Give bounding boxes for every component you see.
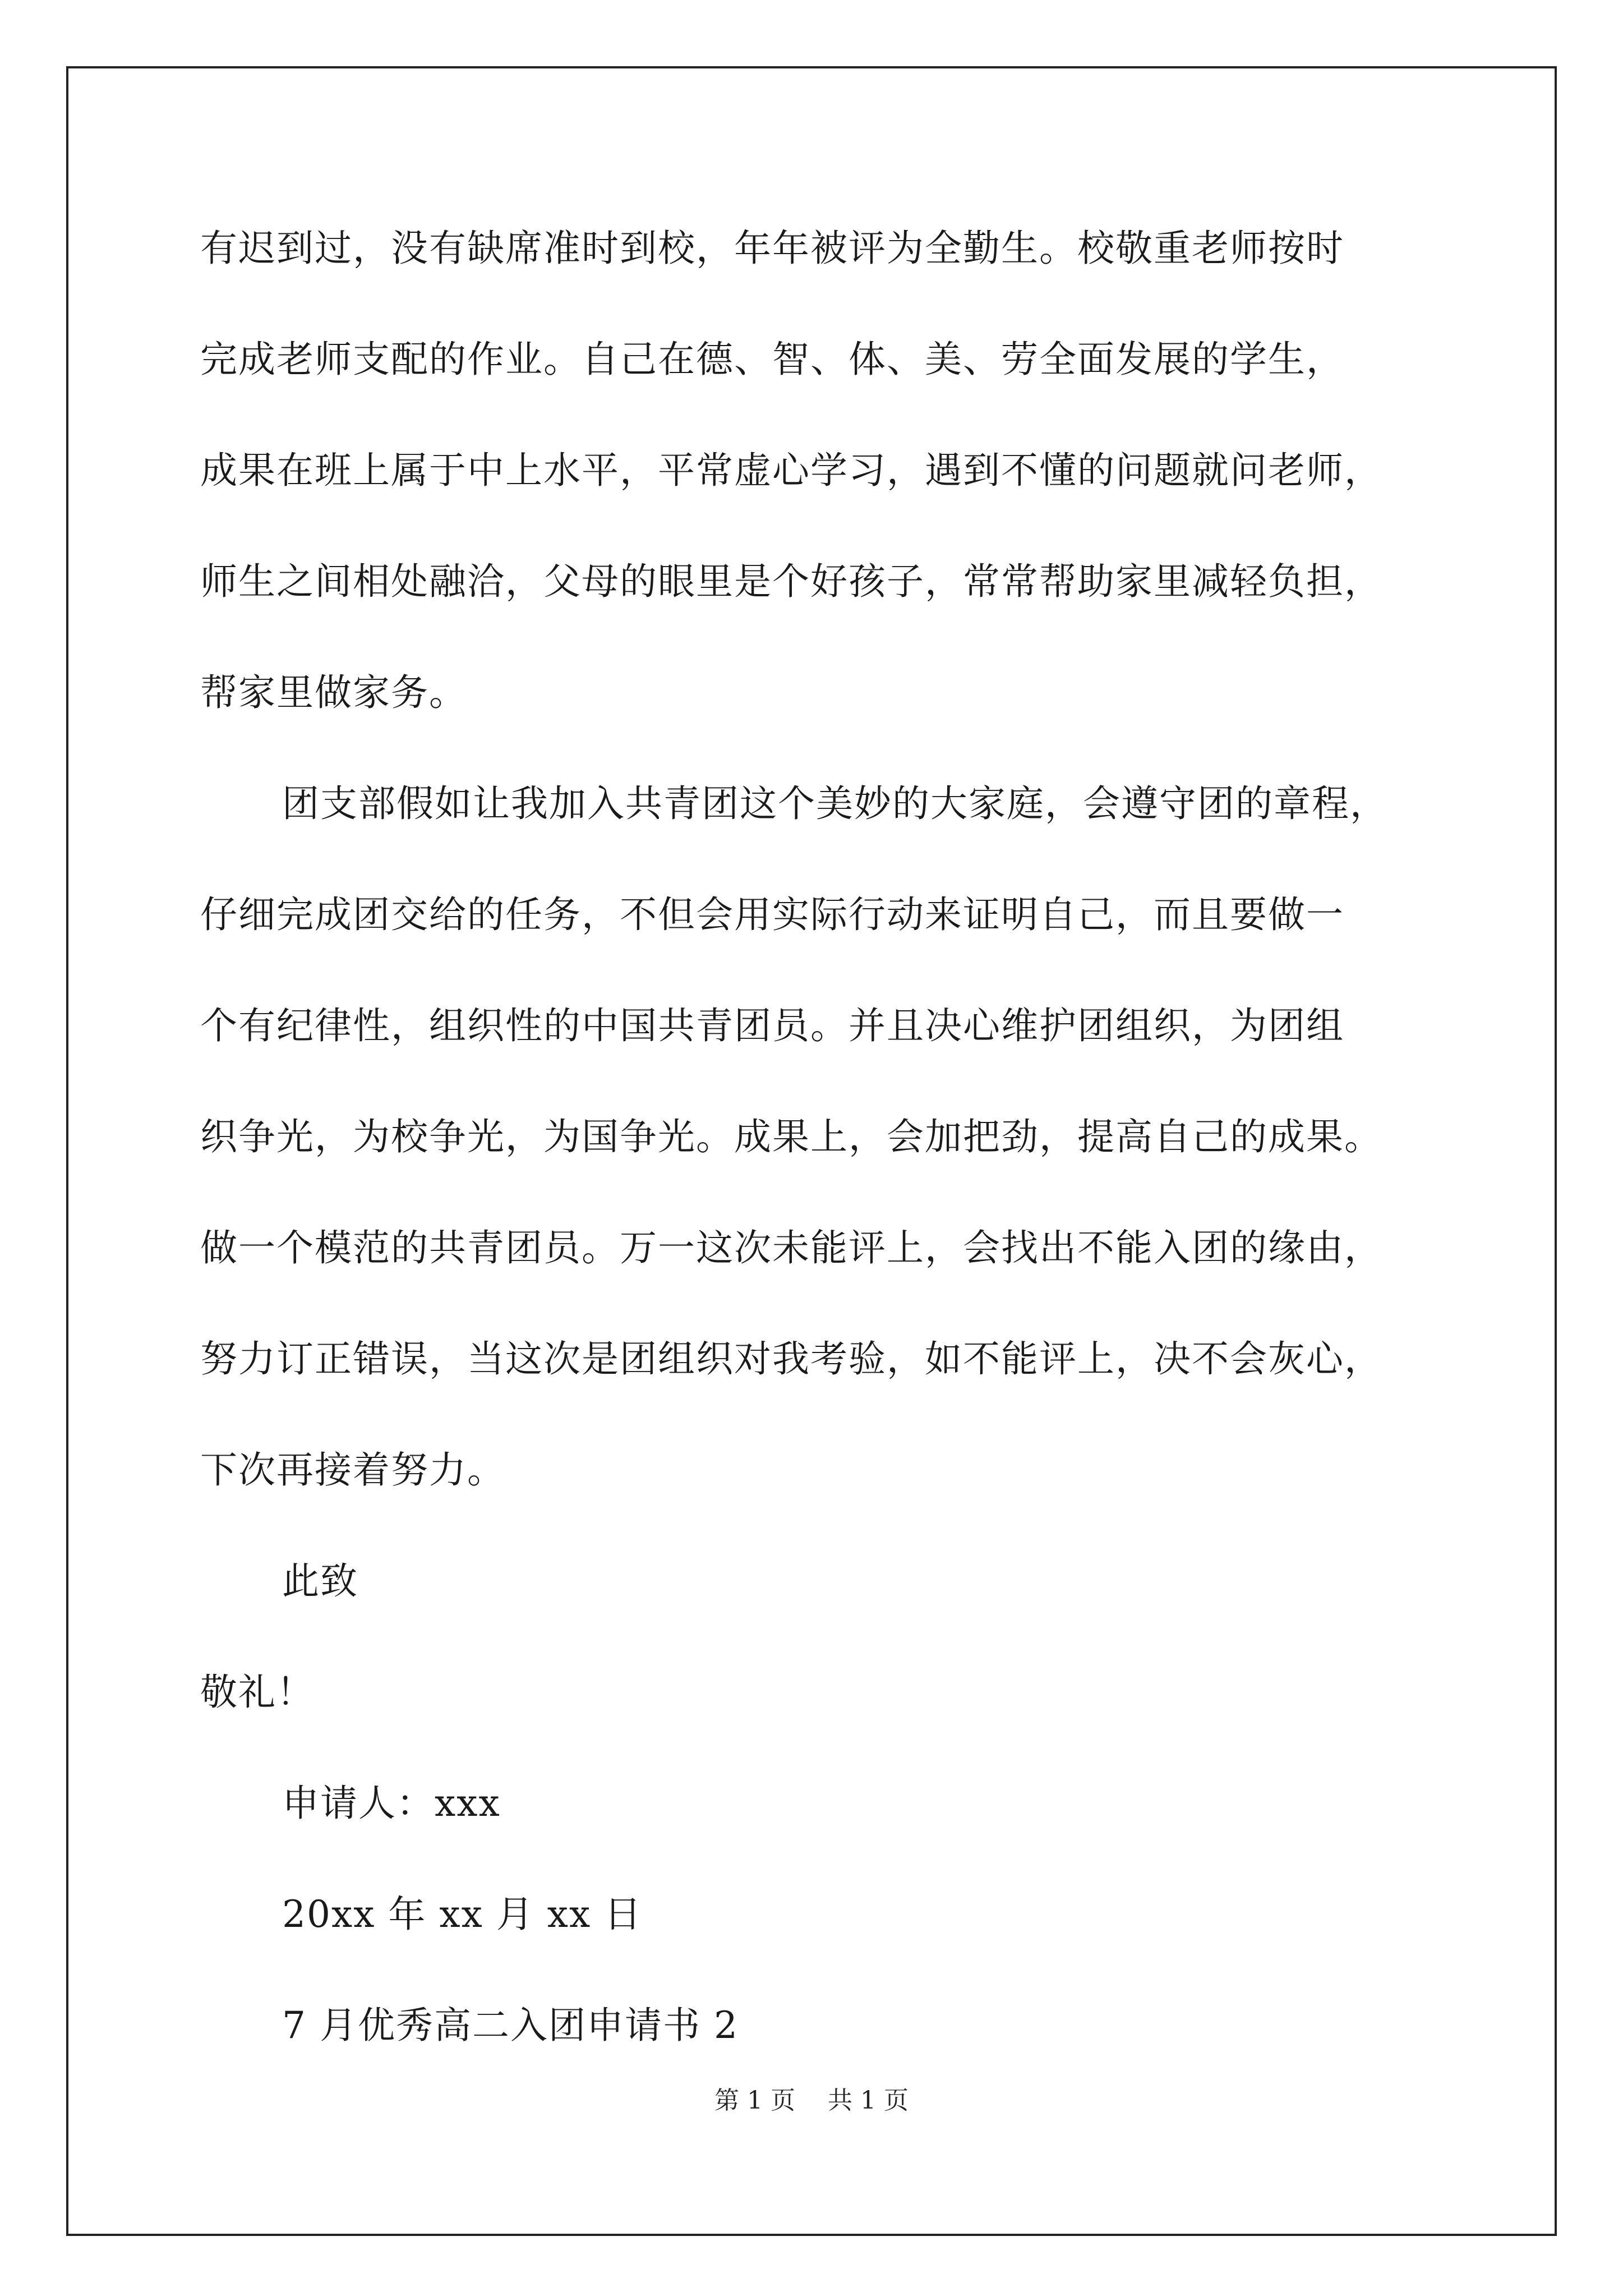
paragraph-line: 有迟到过，没有缺席准时到校，年年被评为全勤生。校敬重老师按时 xyxy=(200,227,1344,270)
paragraph-line: 下次再接着努力。 xyxy=(200,1448,505,1492)
salute-text: 敬礼！ xyxy=(200,1671,315,1714)
page-number: 第 1 页 xyxy=(714,2086,795,2115)
paragraph-line: 团支部假如让我加入共青团这个美妙的大家庭，会遵守团的章程， xyxy=(282,782,1388,825)
application-date: 20xx 年 xx 月 xx 日 xyxy=(282,1893,643,1936)
page-footer xyxy=(0,2088,1623,2113)
applicant-name: 申请人：xxx xyxy=(282,1782,501,1825)
paragraph-line: 师生之间相处融洽，父母的眼里是个好孩子，常常帮助家里减轻负担， xyxy=(200,560,1382,603)
paragraph-line: 成果在班上属于中上水平，平常虚心学习，遇到不懂的问题就问老师， xyxy=(200,449,1382,492)
paragraph-line: 仔细完成团交给的任务，不但会用实际行动来证明自己，而且要做一 xyxy=(200,893,1344,936)
closing-text: 此致 xyxy=(282,1559,358,1603)
page-total: 共 1 页 xyxy=(828,2086,909,2115)
paragraph-line: 个有纪律性，组织性的中国共青团员。并且决心维护团组织，为团组 xyxy=(200,1004,1344,1047)
next-document-title: 7 月优秀高二入团申请书 2 xyxy=(282,2004,739,2047)
paragraph-line: 做一个模范的共青团员。万一这次未能评上，会找出不能入团的缘由， xyxy=(200,1226,1382,1269)
paragraph-line: 努力订正错误，当这次是团组织对我考验，如不能评上，决不会灰心， xyxy=(200,1337,1382,1381)
paragraph-line: 织争光，为校争光，为国争光。成果上，会加把劲，提高自己的成果。 xyxy=(200,1115,1382,1158)
paragraph-line: 完成老师支配的作业。自己在德、智、体、美、劳全面发展的学生， xyxy=(200,338,1344,381)
paragraph-line: 帮家里做家务。 xyxy=(200,671,467,714)
